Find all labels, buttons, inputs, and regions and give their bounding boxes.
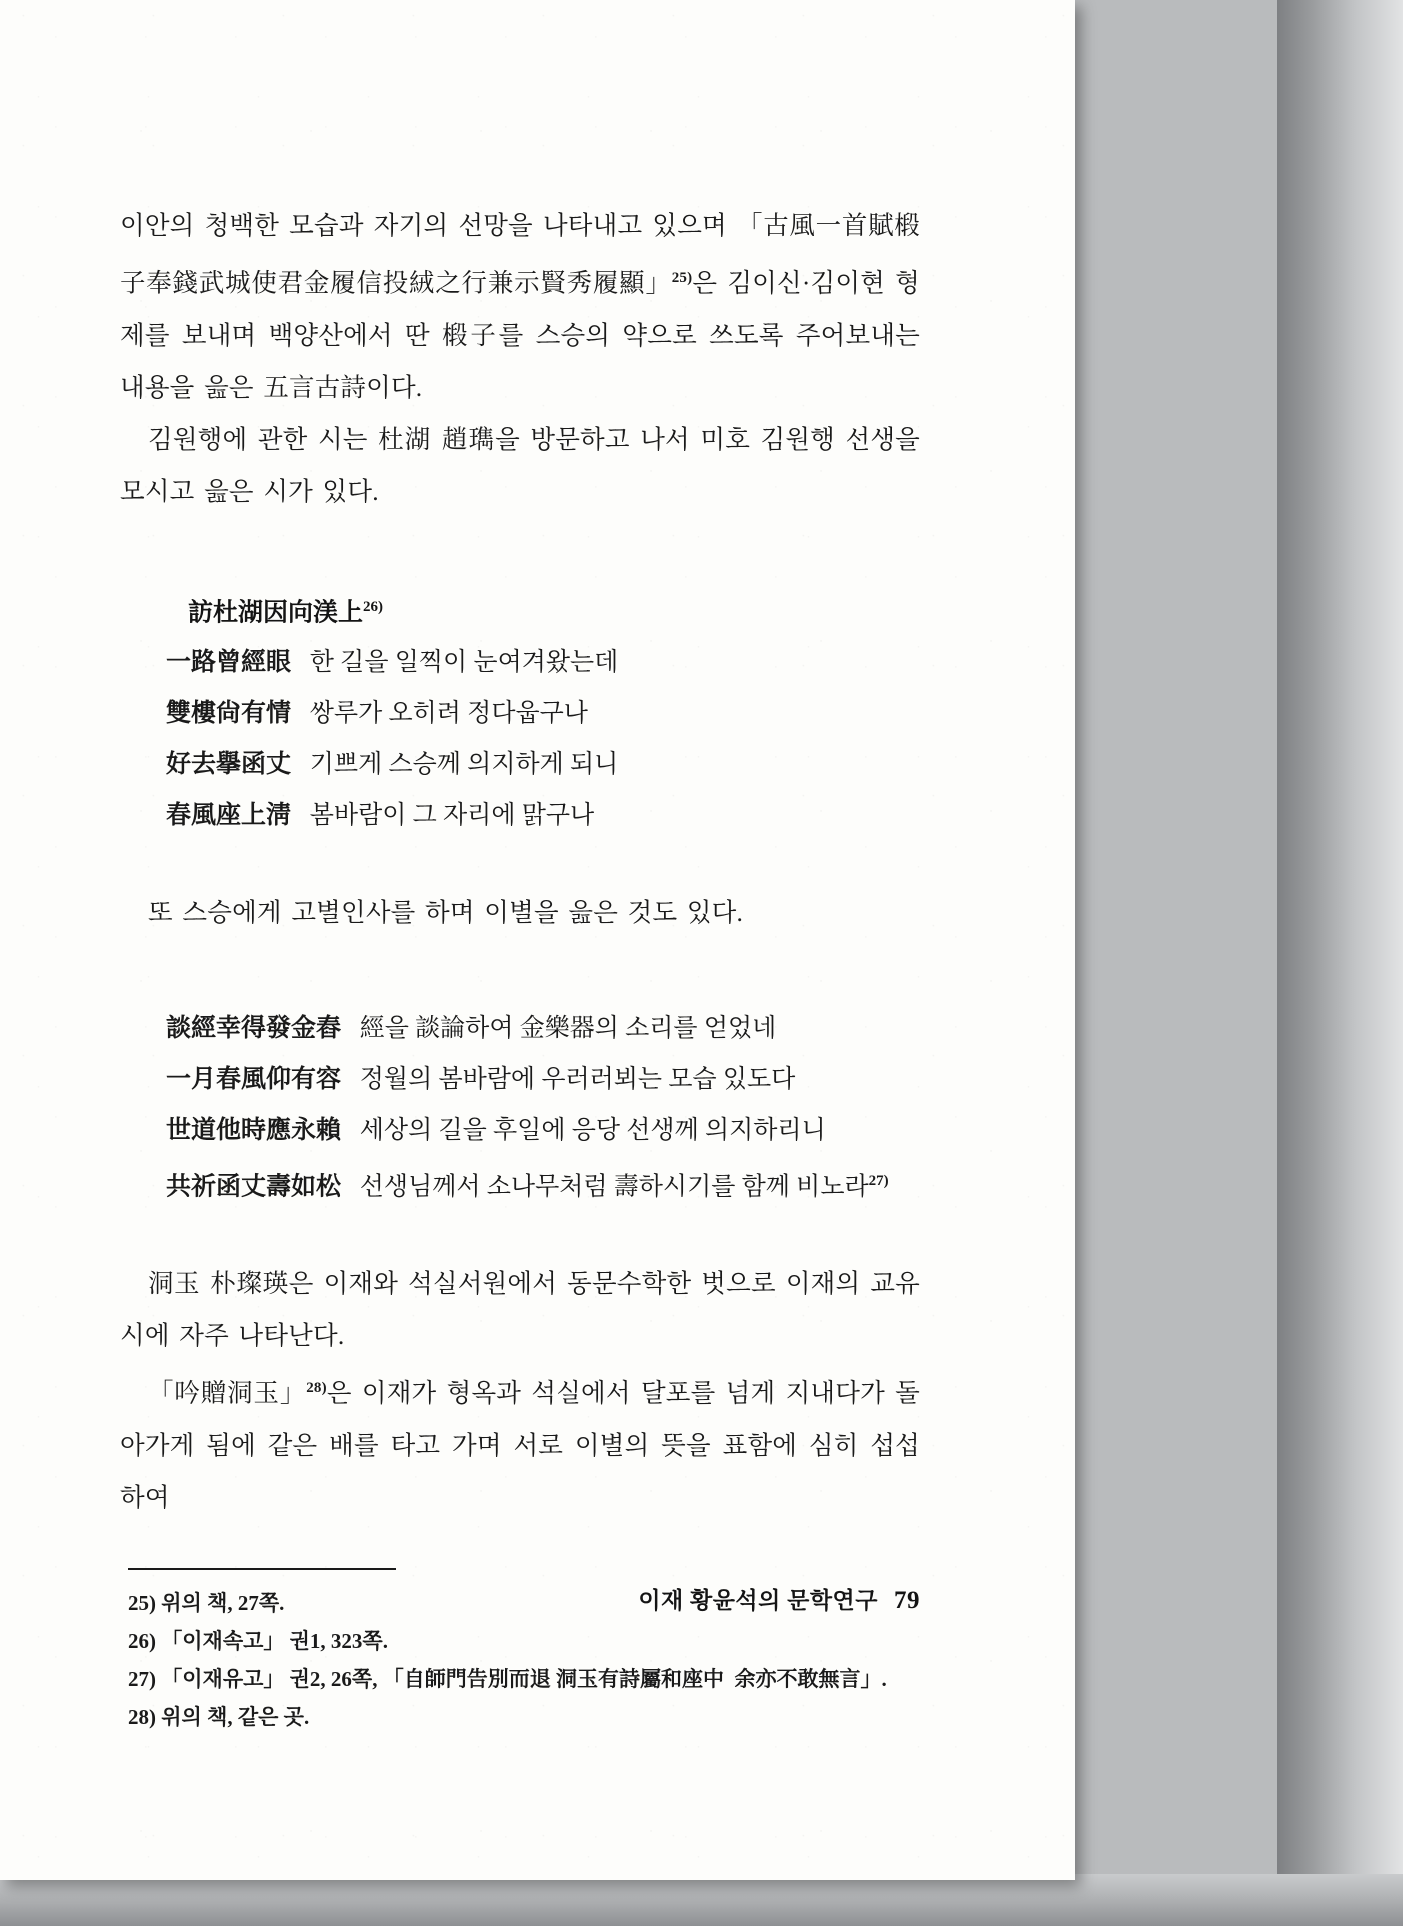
poem-2-line-2-korean: 정월의 봄바람에 우러러뵈는 모습 있도다 (359, 1065, 796, 1093)
poem-1-line-1 (166, 637, 920, 688)
poem-1-line-4-korean: 봄바람이 그 자리에 맑구나 (309, 801, 595, 829)
footnote-25: 25) 위의 책, 27쪽. (128, 1590, 285, 1615)
footnote-ref-27: 27) (868, 1172, 889, 1189)
poem-2-line-1 (166, 1003, 920, 1054)
poem-block-2 (120, 1003, 920, 1212)
poem-1-line-1-hanja: 一路曾經眼 (166, 646, 292, 676)
paragraph-4: 洞玉 朴璨瑛은 이재와 석실서원에서 동문수학한 벗으로 이재의 교유시에 자주 나타난다. (120, 1269, 920, 1351)
footnote-28: 28) 위의 책, 같은 곳. (128, 1704, 310, 1729)
poem-1-line-3 (166, 739, 920, 790)
paragraph-3: 또 스승에게 고별인사를 하며 이별을 읊은 것도 있다. (148, 897, 744, 927)
poem-1-line-2-hanja: 雙樓尙有情 (166, 697, 292, 727)
paragraph-1-continued: 은 김이신·김이현 형제를 보내며 백양산에서 딴 椴子를 스승의 약으로 쓰도록 주어보내는 내용을 읊은 五言古詩이다. (120, 268, 920, 402)
paragraph-5-lead: 「吟贈洞玉」 (148, 1378, 307, 1408)
poem-2-line-3 (166, 1105, 920, 1156)
footnote-separator (128, 1568, 396, 1570)
footnote-ref-25: 25) (671, 270, 693, 286)
poem-1-line-4 (166, 790, 920, 841)
scan-bottom-shadow (0, 1874, 1403, 1926)
poem-2-line-1-hanja: 談經幸得發金舂 (166, 1012, 342, 1042)
poem-2-line-4 (166, 1156, 920, 1212)
running-title: 이재 황윤석의 문학연구 (638, 1588, 878, 1613)
paragraph-5-continued: 은 이재가 형옥과 석실에서 달포를 넘게 지내다가 돌아가게 됨에 같은 배를 타고 가며 서로 이별의 뜻을 표함에 심히 섭섭하여 (120, 1378, 920, 1512)
poem-1-line-4-hanja: 春風座上淸 (166, 799, 292, 829)
paragraph-1-text: 이안의 청백한 모습과 자기의 선망을 나타내고 있으며 「古風一首賦椴子奉錢武城使君金履信投絨之行兼示賢秀履顯」 (120, 211, 920, 298)
footnote-ref-28: 28) (306, 1380, 327, 1397)
poem-2-line-4-hanja: 共祈函丈壽如松 (166, 1171, 342, 1201)
scan-right-shadow (1277, 0, 1403, 1926)
spacer (120, 1212, 920, 1258)
poem-2-line-3-hanja: 世道他時應永賴 (166, 1114, 342, 1144)
paragraph-5 (120, 1362, 920, 1524)
footnote-ref-26: 26) (363, 598, 384, 615)
paragraph-1 (120, 200, 920, 414)
poem-2-line-2-hanja: 一月春風仰有容 (166, 1063, 342, 1093)
poem-2-line-4-korean: 선생님께서 소나무처럼 壽하시기를 함께 비노라 (359, 1173, 869, 1201)
footnote-26: 26) 「이재속고」 권1, 323쪽. (128, 1628, 388, 1653)
poem-block-1 (120, 582, 920, 841)
poem-1-line-2 (166, 688, 920, 739)
spacer (120, 841, 920, 887)
poem-2-line-3-korean: 세상의 길을 후일에 응당 선생께 의지하리니 (359, 1116, 826, 1144)
page-footer (120, 1582, 920, 1615)
poem-2-line-2 (166, 1054, 920, 1105)
page-number: 79 (894, 1587, 920, 1614)
footnote-27: 27) 「이재유고」 권2, 26쪽, 「自師門告別而退 洞玉有詩屬和座中 余亦不敢無言」. (128, 1666, 887, 1691)
poem-1-line-3-korean: 기쁘게 스승께 의지하게 되니 (309, 750, 619, 778)
poem-1-title (188, 582, 920, 637)
poem-2-line-1-korean: 經을 談論하여 金樂器의 소리를 얻었네 (359, 1014, 777, 1042)
poem-1-line-1-korean: 한 길을 일찍이 눈여겨왔는데 (309, 648, 619, 676)
spacer (120, 939, 920, 973)
poem-1-line-2-korean: 쌍루가 오히려 정다웁구나 (309, 699, 588, 727)
spacer (120, 518, 920, 552)
page-content (120, 200, 920, 1736)
poem-1-title-text: 訪杜湖因向渼上 (188, 596, 364, 626)
paragraph-2: 김원행에 관한 시는 杜湖 趙㻽을 방문하고 나서 미호 김원행 선생을 모시고 읊은 시가 있다. (120, 424, 920, 506)
poem-1-line-3-hanja: 好去擧函丈 (166, 748, 292, 778)
